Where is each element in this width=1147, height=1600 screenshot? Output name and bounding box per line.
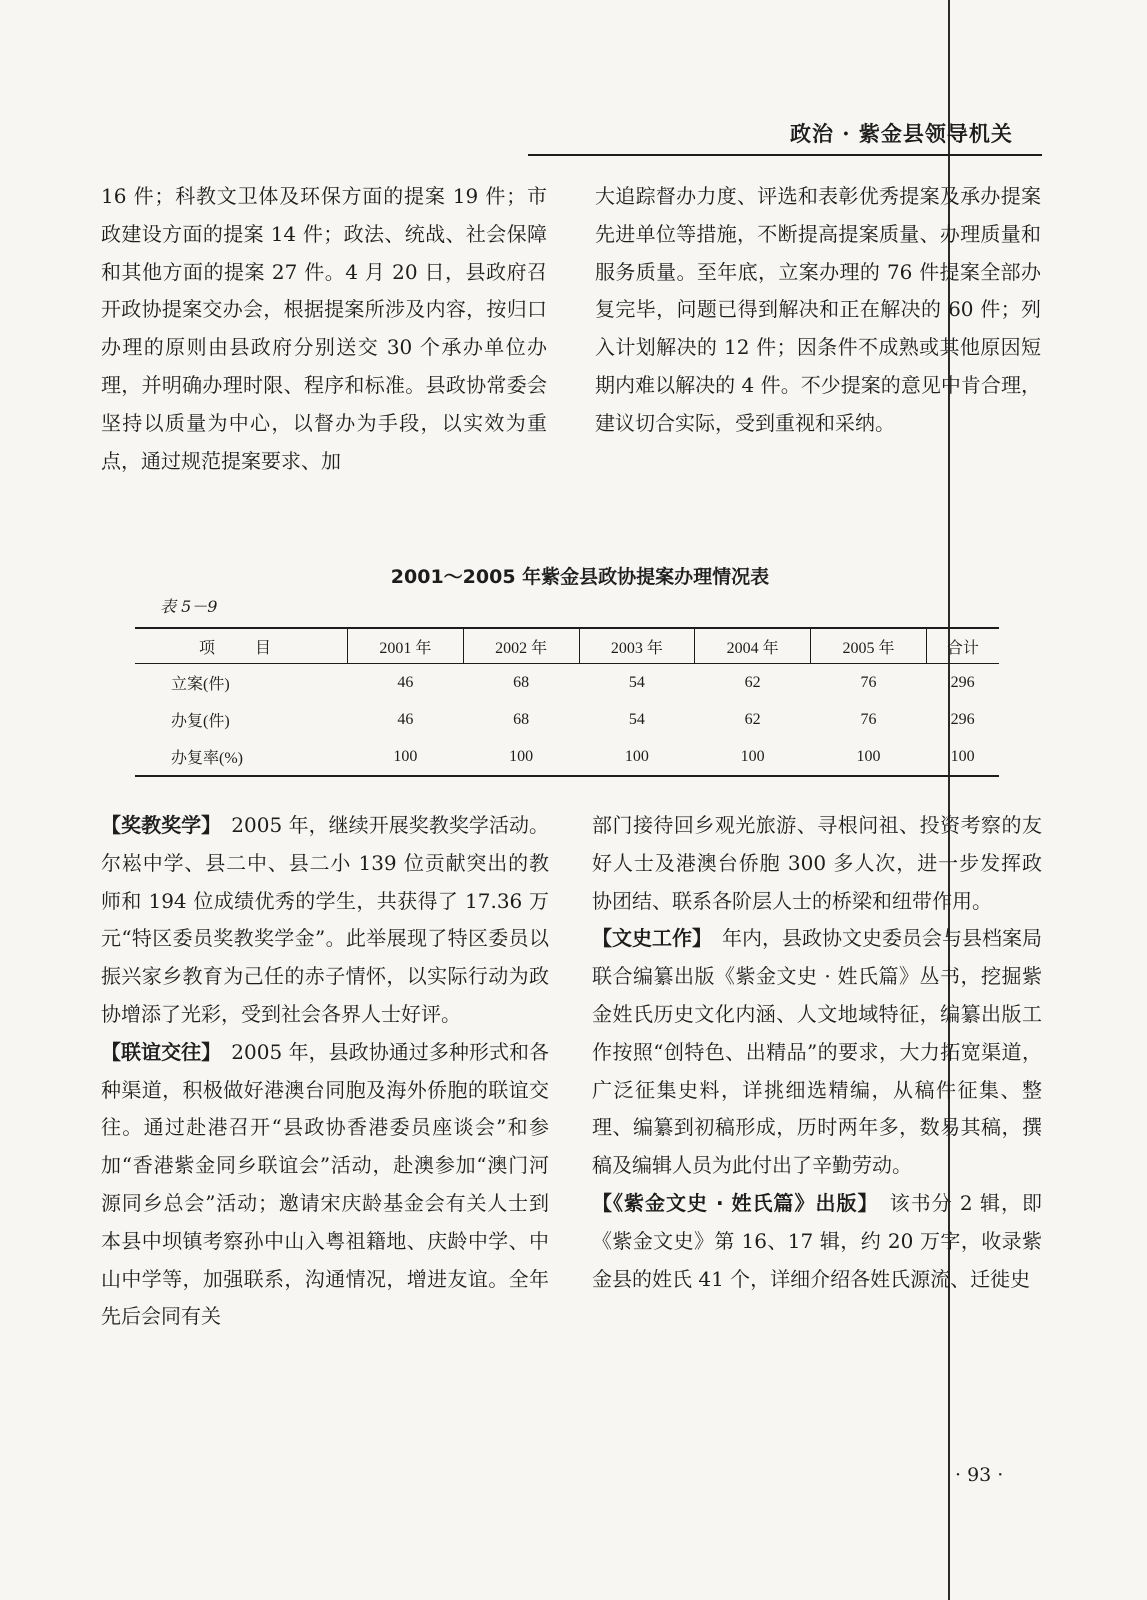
table-cell: 46 xyxy=(397,673,414,691)
table-cell: 54 xyxy=(628,673,645,691)
table-number: 表 5－9 xyxy=(160,597,218,616)
running-head: 政治 · 紫金县领导机关 xyxy=(790,121,1013,146)
table-cell: 76 xyxy=(860,710,877,728)
table-cell: 62 xyxy=(744,673,761,691)
section-jiangjiao xyxy=(101,807,549,1034)
header-item: 项 目 xyxy=(135,628,348,664)
paragraph-proposals-right: 大追踪督办力度、评选和表彰优秀提案及承办提案先进单位等措施，不断提高提案质量、办理质量和服务质量。至年底，立案办理的 76 件提案全部办复完毕，问题已得到解决和正在解决的 60 件；列入计划解决的 12 件；因条件不成熟或其他原因短期内难以解决的 4 件。不少提案的意见中肯合理，建议切合实际，受到重视和采纳。 xyxy=(595,184,1041,435)
section-body: 该书分 2 辑，即《紫金文史》第 16、17 辑，约 20 万字，收录紫金县的姓氏 41 个，详细介绍各姓氏源流、迁徙史 xyxy=(592,1190,1043,1291)
table-row xyxy=(135,664,999,702)
right-column-top xyxy=(595,178,1041,443)
header-total: 合计 xyxy=(926,628,999,664)
section-body: 年内，县政协文史委员会与县档案局联合编纂出版《紫金文史 · 姓氏篇》丛书，挖掘紫金姓氏历史文化内涵、人文地域特征，编纂出版工作按照“创特色、出精品”的要求，大力拓宽渠道，广泛征集史料，详挑细选精编，从稿件征集、整理、编纂到初稿形成，历时两年多，数易其稿，撰稿及编辑人员为此付出了辛勤劳动。 xyxy=(592,926,1042,1178)
table-cell: 100 xyxy=(695,738,811,776)
table-cell: 54 xyxy=(628,710,645,728)
table-cell: 100 xyxy=(579,738,695,776)
section-lianyi xyxy=(101,1034,549,1336)
header-rule xyxy=(528,154,1042,156)
header-2004: 2004 年 xyxy=(695,628,811,664)
row-label: 立案(件) xyxy=(171,676,230,693)
table-row xyxy=(135,701,999,738)
left-column-bottom xyxy=(101,807,549,1336)
table-cell: 100 xyxy=(348,738,464,776)
table-cell: 76 xyxy=(860,673,877,691)
section-heading: 【《紫金文史 · 姓氏篇》出版】 xyxy=(592,1190,869,1215)
table-header-row xyxy=(135,628,999,664)
section-body: 2005 年，继续开展奖教奖学活动。尔崧中学、县二中、县二小 139 位贡献突出的教师和 194 位成绩优秀的学生，共获得了 17.36 万元“特区委员奖教奖学金”。此举展现了特区委员以振兴家乡教育为己任的赤子情怀，以实际行动为政协增添了光彩，受到社会各界人士好评。 xyxy=(101,813,550,1026)
page-number: · 93 · xyxy=(955,1464,1004,1486)
table-cell: 68 xyxy=(513,673,530,691)
table-cell: 100 xyxy=(926,738,999,776)
table-cell: 46 xyxy=(397,710,414,728)
header-2002: 2002 年 xyxy=(463,628,579,664)
header-2001: 2001 年 xyxy=(348,628,464,664)
section-heading: 【奖教奖学】 xyxy=(101,813,212,837)
table-cell: 296 xyxy=(950,710,975,728)
section-heading: 【联谊交往】 xyxy=(101,1039,212,1064)
table-cell: 68 xyxy=(513,710,530,728)
paragraph-proposals-left: 16 件；科教文卫体及环保方面的提案 19 件；市政建设方面的提案 14 件；政法、统战、社会保障和其他方面的提案 27 件。4 月 20 日，县政府召开政协提案交办会，根据提案所涉及内容，按归口办理的原则由县政府分别送交 30 个承办单位办理，并明确办理时限、程序和标准。县政协常委会坚持以质量为中心，以督办为手段，以实效为重点，通过规范提案要求、加 xyxy=(101,184,547,473)
section-chuban xyxy=(592,1185,1042,1298)
row-label: 办复(件) xyxy=(171,713,230,730)
section-lianyi-continued: 部门接待回乡观光旅游、寻根问祖、投资考察的友好人士及港澳台侨胞 300 多人次，进一步发挥政协团结、联系各阶层人士的桥梁和纽带作用。 xyxy=(592,813,1042,913)
header-2003: 2003 年 xyxy=(579,628,695,664)
header-2005: 2005 年 xyxy=(811,628,927,664)
section-heading: 【文史工作】 xyxy=(592,926,702,951)
table-cell: 62 xyxy=(744,710,761,728)
right-column-bottom xyxy=(592,807,1042,1298)
left-column-top xyxy=(101,178,547,480)
table-cell: 100 xyxy=(811,738,927,776)
section-body: 2005 年，县政协通过多种形式和各种渠道，积极做好港澳台同胞及海外侨胞的联谊交往。通过赴港召开“县政协香港委员座谈会”和参加“香港紫金同乡联谊会”活动，赴澳参加“澳门河源同乡总会”活动；邀请宋庆龄基金会有关人士到本县中坝镇考察孙中山入粤祖籍地、庆龄中学、中山中学等，加强联系，沟通情况，增进友谊。全年先后会同有关 xyxy=(101,1039,550,1329)
table-cell: 296 xyxy=(950,673,975,691)
section-wenshi xyxy=(592,920,1042,1185)
row-label: 办复率(%) xyxy=(135,738,348,776)
table-row xyxy=(135,738,999,776)
proposal-table xyxy=(135,627,999,777)
table-title: 2001～2005 年紫金县政协提案办理情况表 xyxy=(390,566,770,588)
table-cell: 100 xyxy=(463,738,579,776)
